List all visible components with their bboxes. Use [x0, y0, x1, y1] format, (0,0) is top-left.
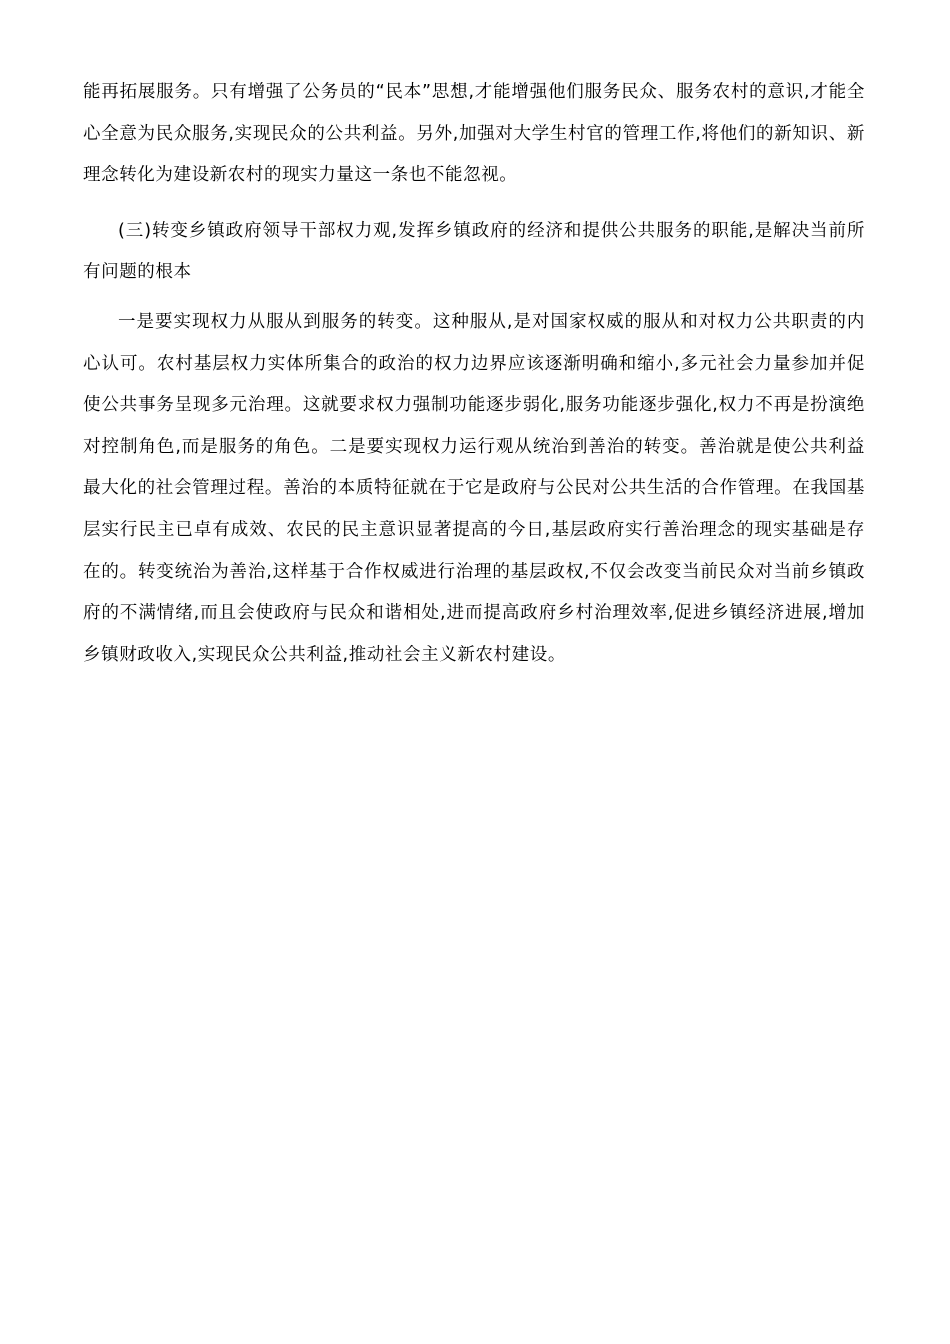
paragraph-continuation: 能再拓展服务。只有增强了公务员的“民本”思想,才能增强他们服务民众、服务农村的意识,才能全心全意为民众服务,实现民众的公共利益。另外,加强对大学生村官的管理工作,将他们的新知识、新理念转化为建设新农村的现实力量这一条也不能忽视。 [83, 82, 865, 186]
paragraph-body: 一是要实现权力从服从到服务的转变。这种服从,是对国家权威的服从和对权力公共职责的内心认可。农村基层权力实体所集合的政治的权力边界应该逐渐明确和缩小,多元社会力量参加并促使公共事务呈现多元治理。这就要求权力强制功能逐步弱化,服务功能逐步强化,权力不再是扮演绝对控制角色,而是服务的角色。二是要实现权力运行观从统治到善治的转变。善治就是使公共利益最大化的社会管理过程。善治的本质特征就在于它是政府与公民对公共生活的合作管理。在我国基层实行民主已卓有成效、农民的民主意识显著提高的今日,基层政府实行善治理念的现实基础是存在的。转变统治为善治,这样基于合作权威进行治理的基层政权,不仅会改变当前民众对当前乡镇政府的不满情绪,而且会使政府与民众和谐相处,进而提高政府乡村治理效率,促进乡镇经济进展,增加乡镇财政收入,实现民众公共利益,推动社会主义新农村建设。 [83, 311, 865, 665]
section-heading-3: (三)转变乡镇政府领导干部权力观,发挥乡镇政府的经济和提供公共服务的职能,是解决当前所有问题的根本 [83, 220, 865, 283]
document-page [83, 72, 865, 676]
